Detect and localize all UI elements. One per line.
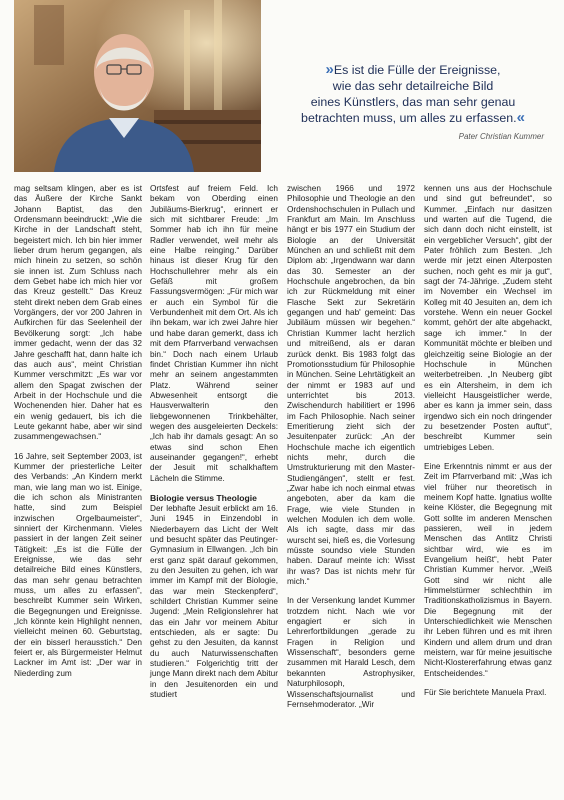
article-paragraph: 16 Jahre, seit September 2003, ist Kummer der priesterliche Leiter des Verbands: „An Kindern merkt man, wie lang man wo ist. Einige, die ich schon als Ministranten hatte, sind zum Beispiel inzwischen Orgelbaumeister“, sinniert der Kirchenmann. Vieles passiert in der langen Zeit seiner Tätigkeit: „Es ist die Fülle der Ereignisse, wie das sehr detailreiche Bild eines Künstlers, das man sehr genau betrachten muss, um alles zu erfassen“, beschreibt Kummer sein Wirken, die Begegnungen und Ereignisse. „Ich könnte kein Highlight nennen, vielleicht meinen 60. Geburtstag, der ein bisserl herausstich.“ Den feiert er, als Bürgermeister Helmut Lackner im Amt ist: „Der war in Niederding zum (14, 451, 142, 678)
quote-line: wie das sehr detailreiche Bild (332, 79, 494, 93)
section-heading: Biologie versus Theologie (150, 492, 257, 503)
article-paragraph: zwischen 1966 und 1972 Philosophie und Theologie an den Ordenshochschulen in Pullach und Frankfurt am Main. Im Anschluss hängt er bis 1977 ein Studium der Biologie an der Universität München an und schließt mit dem Diplom ab: „Irgendwann war dann das 30. Semester an der Hochschule angebrochen, da bin ich zur Rückmeldung mit einer Flasche Sekt zur Sekretärin gegangen und hab' gemeint: Das Jubiläum müssen wir begehen.“ Christian Kummer lacht herzlich und mitreißend, als er daran zurück denkt. Bis 1983 folgt das Promotionsstudium für Philosophie in München. Seine Lehrtätigkeit an der nimmt er 1983 auf und unterrichtet bis 2013. Zwischendurch habilitiert er 1996 im Fach Philosophie. Nach seiner Emeritierung zieht sich der Jesuitenpater zurück: „An der Hochschule mache ich eigentlich nichts mehr, durch die Umstrukturierung mit den Master-Studiengängen“, stellt er fest. „Zwar habe ich noch einmal etwas angeboten, aber da kam die Frage, wie viele Stunden in welchen Modulen ich dem wolle. Als ich sagte, dass mir das wurscht sei, hieß es, die Vorlesung müsste soundso viele Stunden haben. Darauf meinte ich: Wisst ihr was? Das ist nichts mehr für mich.“ (287, 184, 415, 587)
quote-open-mark: » (325, 61, 334, 78)
quote-line: eines Künstlers, das man sehr genau (310, 95, 516, 109)
pull-quote-text (272, 62, 554, 126)
quote-line: betrachten muss, um alles zu erfassen. (301, 111, 517, 125)
quote-author: Pater Christian Kummer (458, 132, 544, 141)
author-credit: Für Sie berichtete Manuela Praxl. (424, 688, 547, 698)
quote-line: Es ist die Fülle der Ereignisse, (333, 63, 501, 77)
pull-quote (272, 62, 554, 141)
article-paragraph: Eine Erkenntnis nimmt er aus der Zeit im Pfarrverband mit: „Was ich viel früher nur theoretisch in meinem Kopf hatte. Ignatius wollte keine Klöster, die Begegnung mit Gott sollte im anderen Menschen passieren, weil in jedem Menschen das Antlitz Christi sichtbar wird, wie es im Evangelium heißt“, hebt Pater Christian Kummer hervor. „Weiß Gott sind wir nicht alle Himmelstürmer schlechthin im Traditionskatholizismus in Bayern. Die Begegnung mit der Unterschiedlichkeit wie Menschen ihr Leben führen und es mit ihren Kindern und allem drum und dran meistern, war für meine jesuitische Nicht-Klostererfahrung etwas ganz Entscheidendes.“ (424, 461, 552, 678)
article-paragraph: Der lebhafte Jesuit erblickt am 16. Juni 1945 in Einzendobl in Niederbayern das Licht der Welt und besucht später das Peutinger-Gymnasium in Ellwangen. „Ich bin erst ganz spät darauf gekommen, zu den Jesuiten zu gehen, ich war immer im Kampf mit der Biologie, das war mein Steckenpferd“, schildert Christian Kummer seine Jugend: „Mein Religionslehrer hat das ein Jahr vor meinem Abitur entschieden, als er sagte: Du gehst zu den Jesuiten, da kannst du auch Naturwissenschaften studieren.“ Folgerichtig tritt der junge Mann direkt nach dem Abitur in den Jesuitenorden ein und studiert (150, 503, 278, 700)
quote-close-mark: « (516, 109, 525, 126)
article-column-1 (14, 184, 142, 688)
portrait-photo (14, 0, 261, 172)
article-paragraph: mag seltsam klingen, aber es ist das Äußere der Kirche Sankt Johann Baptist, das den Ordensmann beeindruckt: „Wie die Kirche in der Landschaft steht, begeistert mich. Ich bin hier immer lieber drum herum gegangen, als mich hinein zu setzen, so schön sie innen ist. Zum Schluss nach dem Gebet habe ich mich hier vor das Kreuz gestellt.“ Das Kreuz steht direkt neben dem Grab eines Vorgängers, der vor 200 Jahren in Aufkirchen für das Seelenheil der Bevölkerung sorgt: „Ich habe immer gedacht, wenn der das 32 Jahre geschafft hat, dann halte ich das auch aus“, meint Christian Kummer verschmitzt: „Es war vor allem den Spagat zwischen der Arbeit in der Hochschule und die Wochenenden hier. Daher hat es ein wenig gedauert, bis ich die Leute gekannt habe, aber wir sind zusammengewachsen.“ (14, 184, 142, 442)
article-column-2 (150, 184, 278, 710)
article-column-4 (424, 184, 552, 708)
article-paragraph: Ortsfest auf freiem Feld. Ich bekam von Oberding einen Jubiläums-Bierkrug“, erinnert er sich mit sichtbarer Freude: „Im Sommer hab ich ihn für meine Radler verwendet, weil mehr als eine Halbe reinging.“ Darüber hinaus ist dieser Krug für den Hochschullehrer mehr als ein Gefäß mit großem Fassungsvermögen: „Für mich war er auch ein Symbol für die Verbundenheit mit dem Ort. Als ich ihn bekam, war ich zwei Jahre hier und habe daran gemerkt, dass ich mit dem Pfarrverband verwachsen bin.“ Doch nach einem Urlaub findet Christian Kummer ihn nicht mehr an seinem angestammten Platz. Während seiner Abwesenheit entsorgt die Hausverwalterin den liebgewonnenen Trinkbehälter, wegen des ausgeleierten Deckels: „Ich hab ihr damals gesagt: An so etwas sind schon Ehen auseinander gegangen!“, erhebt der Jesuit mit schalkhaftem Lächeln die Stimme. (150, 184, 278, 483)
article-paragraph: kennen uns aus der Hochschule und sind gut befreundet“, so Kummer. „Einfach nur dasitzen und warten auf die Tugend, die sich dann doch nicht einstellt, ist ein vergeblicher Versuch“, gibt der Pater fröhlich zum Besten. „Ich werde mir jetzt einen Alterposten suchen, noch geht es mir ja gut“, sagt der 74-Jährige. „Zudem steht im November ein Wechsel im Kolleg mit 40 Jesuiten an, dem ich vorstehe. Wenn ein neuer Gockel kommt, gehört der alte abgehackt, sage ich immer.“ In der Kommunität möchte er bleiben und gleichzeitig seine Biologie an der Hochschule in München weiterbetreiben. „In Neuberg gibt es ein Altersheim, in dem ich vielleicht Hausgeistlicher werde, aber es kann ja immer sein, dass irgendwo sich ein noch dringender zu besetzender Posten auftut“, beschreibt Kummer sein umtriebiges Leben. (424, 184, 552, 452)
article-column-3 (287, 184, 415, 719)
article-paragraph: In der Versenkung landet Kummer trotzdem nicht. Nach wie vor engagiert er sich in Lehrerfortbildungen „gerade zu Fragen in Religion und Wissenschaft“, besonders gerne zusammen mit Harald Lesch, dem bekannten Astrophysiker, Naturphilosoph, Wissenschaftsjournalist und Fernsehmoderator. „Wir (287, 596, 415, 709)
